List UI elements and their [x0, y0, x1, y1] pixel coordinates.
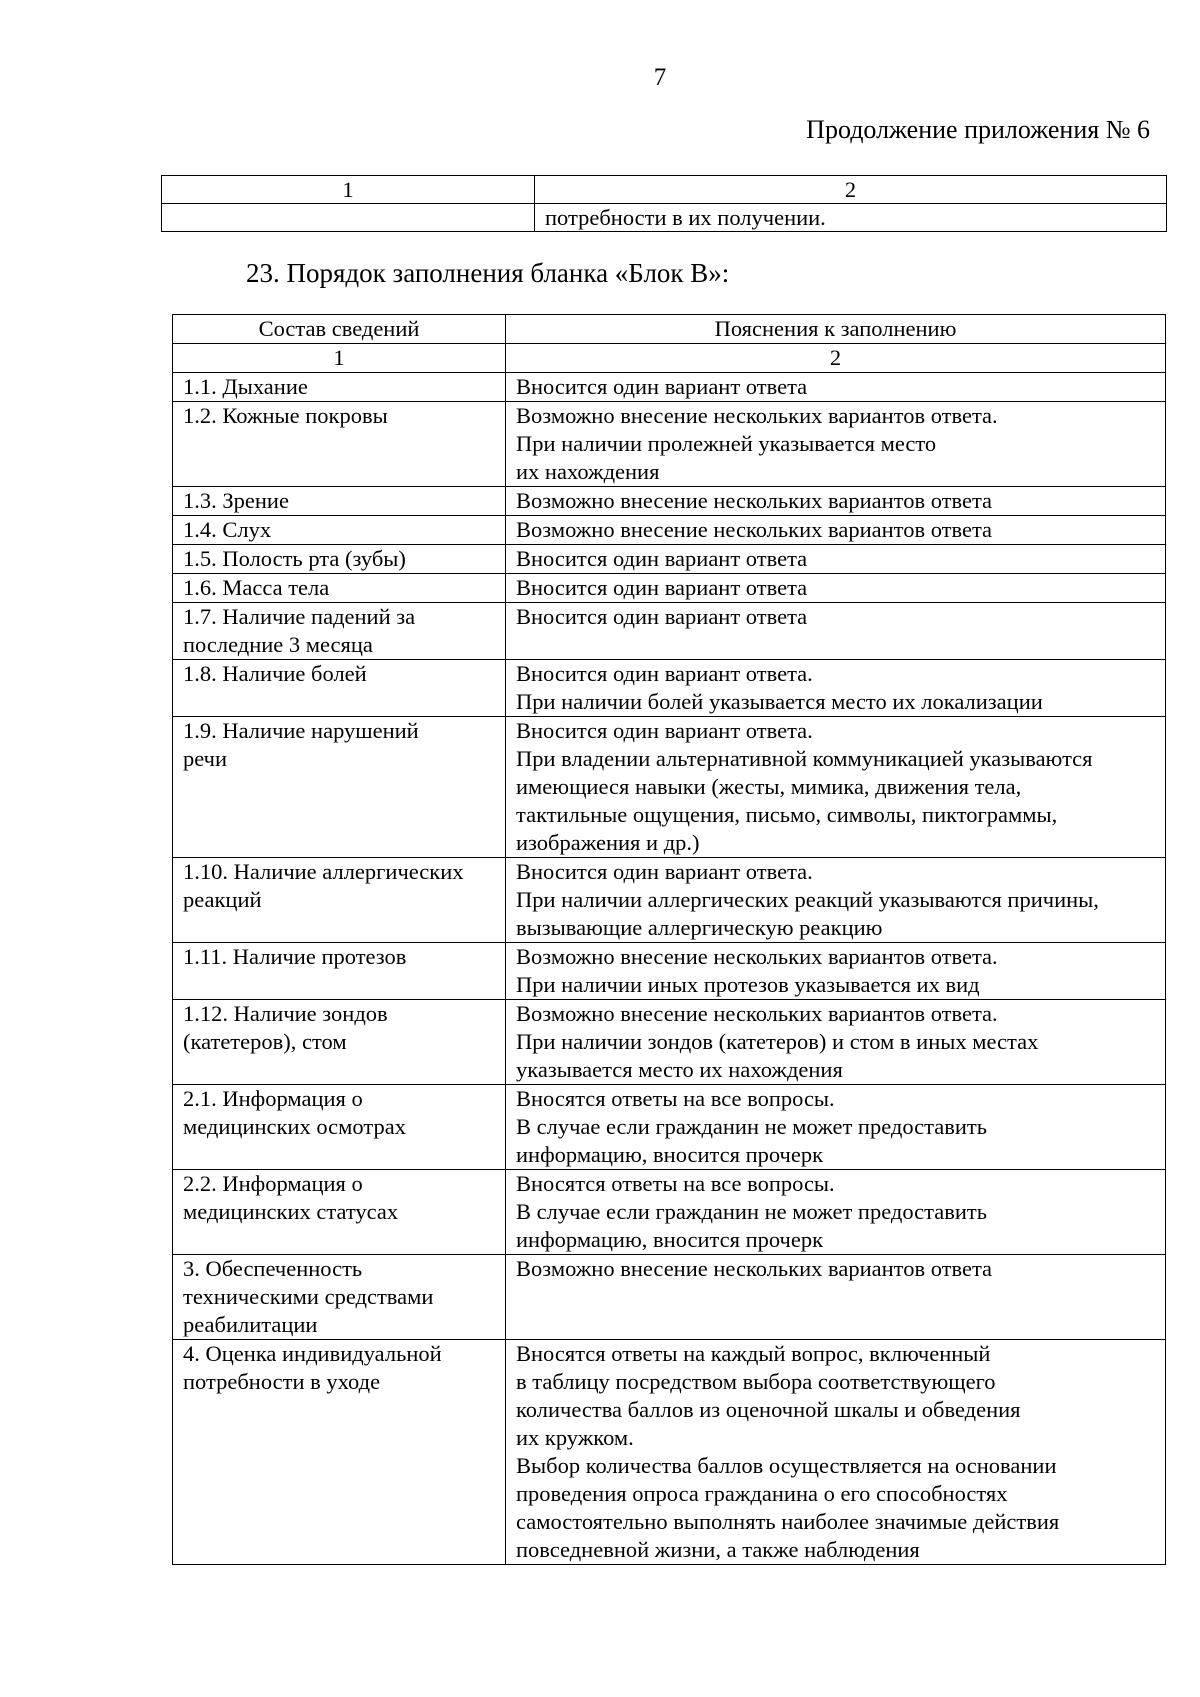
cell-line: количества баллов из оценочной шкалы и обведения [516, 1397, 1021, 1422]
composition-cell [173, 545, 506, 574]
cell-line: 2.1. Информация о [183, 1086, 363, 1111]
cell-line: При наличии болей указывается место их локализации [516, 689, 1043, 714]
cell-line: медицинских статусах [183, 1199, 399, 1224]
header-explanations: Пояснения к заполнению [506, 315, 1166, 344]
explanation-cell [506, 858, 1166, 943]
composition-cell [173, 1170, 506, 1255]
table-cell [162, 204, 535, 232]
explanation-cell [506, 402, 1166, 487]
cell-line: 3. Обеспеченность [183, 1256, 363, 1281]
table-row [173, 402, 1166, 487]
composition-cell [173, 660, 506, 717]
cell-line: 1.5. Полость рта (зубы) [183, 546, 406, 571]
column-number-row [173, 344, 1166, 373]
header-composition: Состав сведений [173, 315, 506, 344]
composition-cell [173, 858, 506, 943]
cell-line: вызывающие аллергическую реакцию [516, 915, 883, 940]
table-row [173, 858, 1166, 943]
table-row [173, 1000, 1166, 1085]
header-row [173, 315, 1166, 344]
explanation-cell [506, 943, 1166, 1000]
column-number-2: 2 [535, 176, 1167, 204]
composition-cell [173, 717, 506, 858]
explanation-cell [506, 603, 1166, 660]
explanation-cell [506, 1000, 1166, 1085]
cell-line: Возможно внесение нескольких вариантов ответа [516, 1256, 993, 1281]
cell-line: 1.8. Наличие болей [183, 661, 367, 686]
table-row [173, 545, 1166, 574]
cell-line: При наличии иных протезов указывается их вид [516, 972, 980, 997]
cell-line: (катетеров), стом [183, 1029, 347, 1054]
explanation-cell [506, 1085, 1166, 1170]
composition-cell [173, 487, 506, 516]
composition-cell [173, 373, 506, 402]
table-row [173, 1255, 1166, 1340]
table-row [173, 717, 1166, 858]
explanation-cell [506, 1255, 1166, 1340]
table-cell: потребности в их получении. [535, 204, 1167, 232]
cell-line: 1.7. Наличие падений за [183, 604, 416, 629]
cell-line: указывается место их нахождения [516, 1057, 843, 1082]
composition-cell [173, 943, 506, 1000]
cell-line: 1.2. Кожные покровы [183, 403, 388, 428]
cell-line: Возможно внесение нескольких вариантов ответа [516, 517, 993, 542]
cell-line: Возможно внесение нескольких вариантов ответа. [516, 1001, 998, 1026]
cell-line: Вносится один вариант ответа. [516, 718, 813, 743]
cell-line: 1.6. Масса тела [183, 575, 330, 600]
explanation-cell [506, 487, 1166, 516]
table-row [173, 1085, 1166, 1170]
table-row [173, 487, 1166, 516]
cell-line: последние 3 месяца [183, 632, 373, 657]
cell-line: Вносятся ответы на каждый вопрос, включенный [516, 1341, 991, 1366]
cell-line: Вносится один вариант ответа [516, 374, 808, 399]
column-number-1: 1 [173, 344, 506, 373]
cell-line: 1.12. Наличие зондов [183, 1001, 388, 1026]
cell-line: Выбор количества баллов осуществляется на основании [516, 1453, 1057, 1478]
cell-line: Вносится один вариант ответа [516, 546, 808, 571]
cell-line: информацию, вносится прочерк [516, 1227, 824, 1252]
table-row [173, 373, 1166, 402]
explanation-cell [506, 660, 1166, 717]
cell-line: В случае если гражданин не может предоставить [516, 1114, 987, 1139]
explanation-cell [506, 373, 1166, 402]
column-number-2: 2 [506, 344, 1166, 373]
cell-line: При наличии аллергических реакций указываются причины, [516, 887, 1099, 912]
cell-line: тактильные ощущения, письмо, символы, пиктограммы, [516, 802, 1058, 827]
composition-cell [173, 1255, 506, 1340]
cell-line: 1.4. Слух [183, 517, 272, 542]
composition-cell [173, 1000, 506, 1085]
cell-line: техническими средствами [183, 1284, 434, 1309]
cell-line: 2.2. Информация о [183, 1171, 363, 1196]
cell-line: 4. Оценка индивидуальной [183, 1341, 442, 1366]
table-row [173, 574, 1166, 603]
cell-line: их нахождения [516, 459, 660, 484]
cell-line: При наличии зондов (катетеров) и стом в иных местах [516, 1029, 1039, 1054]
cell-line: Возможно внесение нескольких вариантов ответа. [516, 403, 998, 428]
cell-line: самостоятельно выполнять наиболее значимые действия [516, 1509, 1060, 1534]
cell-line: речи [183, 746, 228, 771]
cell-line: Возможно внесение нескольких вариантов ответа [516, 488, 993, 513]
explanation-cell [506, 545, 1166, 574]
cell-line: информацию, вносится прочерк [516, 1142, 824, 1167]
composition-cell [173, 603, 506, 660]
cell-line: При владении альтернативной коммуникацией указываются [516, 746, 1093, 771]
cell-line: Вносятся ответы на все вопросы. [516, 1171, 835, 1196]
cell-line: изображения и др.) [516, 830, 700, 855]
composition-cell [173, 402, 506, 487]
continued-table [161, 175, 1167, 232]
explanation-cell [506, 516, 1166, 545]
explanation-cell [506, 717, 1166, 858]
explanation-cell [506, 1170, 1166, 1255]
table-row [173, 660, 1166, 717]
cell-line: реабилитации [183, 1312, 318, 1337]
block-v-table [172, 314, 1166, 1565]
section-heading: 23. Порядок заполнения бланка «Блок В»: [246, 258, 730, 288]
cell-line: Возможно внесение нескольких вариантов ответа. [516, 944, 998, 969]
cell-line: реакций [183, 887, 262, 912]
cell-line: При наличии пролежней указывается место [516, 431, 937, 456]
table-row [173, 516, 1166, 545]
explanation-cell [506, 1340, 1166, 1565]
cell-line: в таблицу посредством выбора соответствующего [516, 1369, 996, 1394]
cell-line: медицинских осмотрах [183, 1114, 406, 1139]
cell-line: имеющиеся навыки (жесты, мимика, движения тела, [516, 774, 1022, 799]
cell-line: 1.3. Зрение [183, 488, 289, 513]
column-number-row [162, 176, 1167, 204]
table-row [173, 1340, 1166, 1565]
cell-line: 1.11. Наличие протезов [183, 944, 407, 969]
explanation-cell [506, 574, 1166, 603]
page-number: 7 [653, 64, 667, 91]
composition-cell [173, 1085, 506, 1170]
cell-line: 1.1. Дыхание [183, 374, 308, 399]
cell-line: проведения опроса гражданина о его способностях [516, 1481, 1008, 1506]
table-row [162, 204, 1167, 232]
table-row [173, 1170, 1166, 1255]
cell-line: Вносится один вариант ответа [516, 604, 808, 629]
cell-line: 1.10. Наличие аллергических [183, 859, 464, 884]
cell-line: их кружком. [516, 1425, 634, 1450]
table-row [173, 943, 1166, 1000]
column-number-1: 1 [162, 176, 535, 204]
composition-cell [173, 516, 506, 545]
table-row [173, 603, 1166, 660]
cell-line: Вносится один вариант ответа [516, 575, 808, 600]
cell-line: повседневной жизни, а также наблюдения [516, 1537, 920, 1562]
cell-line: 1.9. Наличие нарушений [183, 718, 419, 743]
composition-cell [173, 1340, 506, 1565]
cell-line: В случае если гражданин не может предоставить [516, 1199, 987, 1224]
cell-line: Вносятся ответы на все вопросы. [516, 1086, 835, 1111]
cell-line: потребности в уходе [183, 1369, 381, 1394]
composition-cell [173, 574, 506, 603]
cell-line: Вносится один вариант ответа. [516, 859, 813, 884]
appendix-continuation-label: Продолжение приложения № 6 [806, 115, 1150, 144]
cell-line: Вносится один вариант ответа. [516, 661, 813, 686]
